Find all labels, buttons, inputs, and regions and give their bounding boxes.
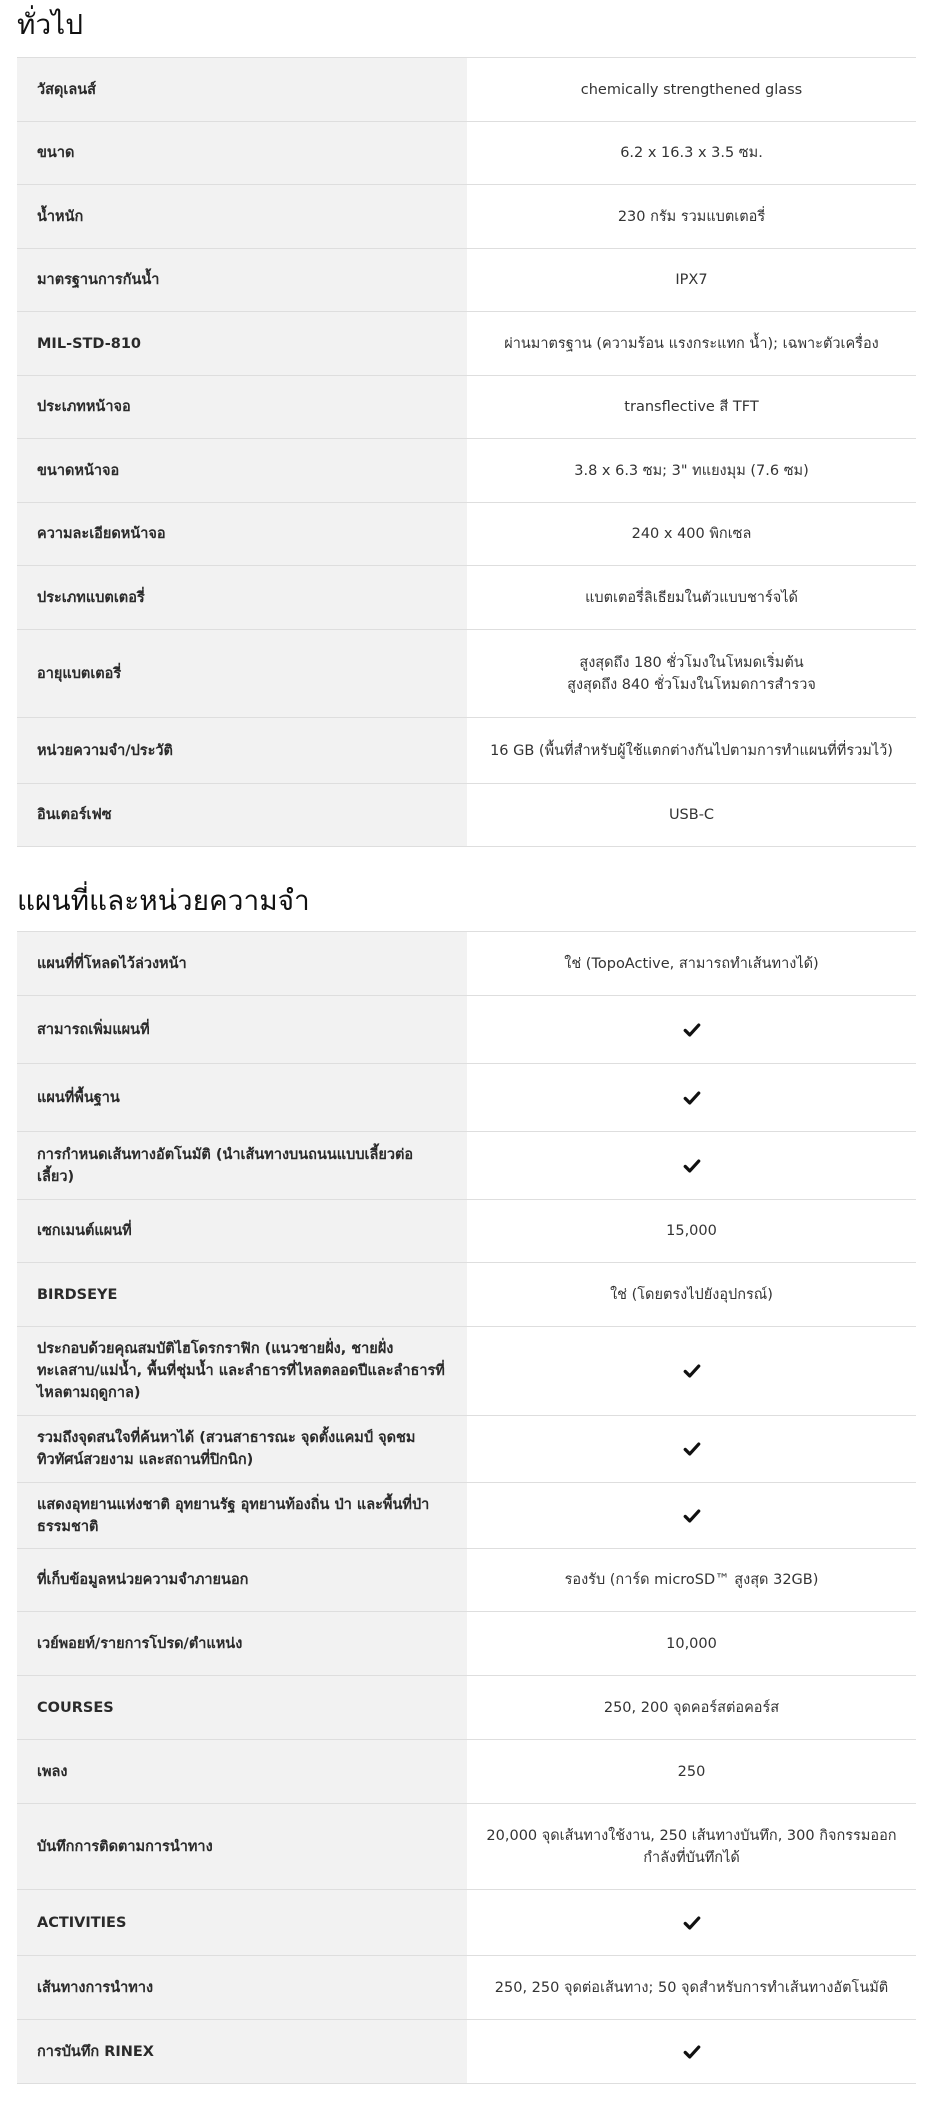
spec-label: แผนที่ที่โหลดไว้ล่วงหน้า: [17, 932, 467, 996]
spec-label: แสดงอุทยานแห่งชาติ อุทยานรัฐ อุทยานท้องถิ่น ป่า และพื้นที่ป่าธรรมชาติ: [17, 1483, 467, 1549]
spec-label: ขนาดหน้าจอ: [17, 439, 467, 503]
spec-value: 230 กรัม รวมแบตเตอรี่: [467, 185, 916, 249]
spec-value-line: สูงสุดถึง 180 ชั่วโมงในโหมดเริ่มต้น: [579, 654, 804, 671]
spec-value-line: สูงสุดถึง 840 ชั่วโมงในโหมดการสำรวจ: [567, 676, 816, 693]
spec-label: รวมถึงจุดสนใจที่ค้นหาได้ (สวนสาธารณะ จุดตั้งแคมป์ จุดชมทิวทัศน์สวยงาม และสถานที่ปิกนิก): [17, 1416, 467, 1483]
spec-label: แผนที่พื้นฐาน: [17, 1064, 467, 1132]
spec-label: ACTIVITIES: [17, 1890, 467, 1956]
spec-value: 250: [467, 1740, 916, 1804]
checkmark-icon: [683, 2043, 701, 2061]
spec-value-check: [467, 2020, 916, 2084]
spec-label: สามารถเพิ่มแผนที่: [17, 996, 467, 1064]
spec-row: [17, 1200, 916, 1263]
spec-row: [17, 503, 916, 566]
spec-row: [17, 1483, 916, 1549]
spec-value-check: [467, 1132, 916, 1200]
spec-value: USB-C: [467, 784, 916, 847]
spec-row: [17, 1327, 916, 1416]
spec-row: [17, 2020, 916, 2084]
spec-value: 250, 200 จุดคอร์สต่อคอร์ส: [467, 1676, 916, 1740]
spec-value-check: [467, 1416, 916, 1483]
spec-value: 6.2 x 16.3 x 3.5 ซม.: [467, 122, 916, 185]
spec-label: ประเภทแบตเตอรี่: [17, 566, 467, 630]
spec-label: เพลง: [17, 1740, 467, 1804]
spec-label: ที่เก็บข้อมูลหน่วยความจำภายนอก: [17, 1549, 467, 1612]
spec-value: 10,000: [467, 1612, 916, 1676]
spec-value: ใช่ (TopoActive, สามารถทำเส้นทางได้): [467, 932, 916, 996]
spec-row: [17, 932, 916, 996]
spec-row: [17, 718, 916, 784]
spec-row: [17, 439, 916, 503]
spec-row: [17, 1132, 916, 1200]
spec-label: MIL-STD-810: [17, 312, 467, 376]
spec-label: บันทึกการติดตามการนำทาง: [17, 1804, 467, 1890]
spec-value: 15,000: [467, 1200, 916, 1263]
spec-row: [17, 376, 916, 439]
spec-label: BIRDSEYE: [17, 1263, 467, 1327]
spec-value: chemically strengthened glass: [467, 58, 916, 122]
spec-value: ผ่านมาตรฐาน (ความร้อน แรงกระแทก น้ำ); เฉพาะตัวเครื่อง: [467, 312, 916, 376]
spec-row: [17, 630, 916, 718]
spec-value: 20,000 จุดเส้นทางใช้งาน, 250 เส้นทางบันทึก, 300 กิจกรรมออกกำลังที่บันทึกได้: [467, 1804, 916, 1890]
spec-value: [467, 630, 916, 718]
checkmark-icon: [683, 1089, 701, 1107]
spec-row: [17, 1612, 916, 1676]
spec-label: น้ำหนัก: [17, 185, 467, 249]
spec-value: transflective สี TFT: [467, 376, 916, 439]
spec-label: เส้นทางการนำทาง: [17, 1956, 467, 2020]
spec-value-check: [467, 1327, 916, 1416]
spec-value: แบตเตอรี่ลิเธียมในตัวแบบชาร์จได้: [467, 566, 916, 630]
spec-row: [17, 566, 916, 630]
spec-label: หน่วยความจำ/ประวัติ: [17, 718, 467, 784]
spec-row: [17, 185, 916, 249]
spec-value-check: [467, 1064, 916, 1132]
checkmark-icon: [683, 1914, 701, 1932]
spec-value-check: [467, 1890, 916, 1956]
spec-label: การบันทึก RINEX: [17, 2020, 467, 2084]
spec-label: อายุแบตเตอรี่: [17, 630, 467, 718]
spec-value-check: [467, 996, 916, 1064]
spec-label: ขนาด: [17, 122, 467, 185]
spec-value: 250, 250 จุดต่อเส้นทาง; 50 จุดสำหรับการทำเส้นทางอัตโนมัติ: [467, 1956, 916, 2020]
checkmark-icon: [683, 1507, 701, 1525]
spec-label: COURSES: [17, 1676, 467, 1740]
maps-spec-table: [17, 931, 916, 2084]
spec-label: มาตรฐานการกันน้ำ: [17, 249, 467, 312]
general-spec-table: [17, 57, 916, 847]
section-title-general: ทั่วไป: [17, 8, 84, 41]
spec-value: 16 GB (พื้นที่สำหรับผู้ใช้แตกต่างกันไปตามการทำแผนที่ที่รวมไว้): [467, 718, 916, 784]
spec-label: อินเตอร์เฟซ: [17, 784, 467, 847]
spec-value: 3.8 x 6.3 ซม; 3" ทแยงมุม (7.6 ซม): [467, 439, 916, 503]
spec-label: ความละเอียดหน้าจอ: [17, 503, 467, 566]
spec-row: [17, 312, 916, 376]
checkmark-icon: [683, 1021, 701, 1039]
spec-label: วัสดุเลนส์: [17, 58, 467, 122]
spec-value-check: [467, 1483, 916, 1549]
spec-row: [17, 1956, 916, 2020]
checkmark-icon: [683, 1362, 701, 1380]
checkmark-icon: [683, 1157, 701, 1175]
spec-row: [17, 1804, 916, 1890]
spec-row: [17, 784, 916, 847]
spec-value: 240 x 400 พิกเซล: [467, 503, 916, 566]
spec-row: [17, 1263, 916, 1327]
spec-label: เซกเมนต์แผนที่: [17, 1200, 467, 1263]
spec-value: ใช่ (โดยตรงไปยังอุปกรณ์): [467, 1263, 916, 1327]
spec-row: [17, 1890, 916, 1956]
spec-row: [17, 1549, 916, 1612]
spec-row: [17, 1064, 916, 1132]
spec-row: [17, 1416, 916, 1483]
spec-row: [17, 122, 916, 185]
spec-label: การกำหนดเส้นทางอัตโนมัติ (นำเส้นทางบนถนนแบบเลี้ยวต่อเลี้ยว): [17, 1132, 467, 1200]
spec-row: [17, 1740, 916, 1804]
spec-row: [17, 249, 916, 312]
spec-row: [17, 58, 916, 122]
spec-row: [17, 996, 916, 1064]
checkmark-icon: [683, 1440, 701, 1458]
spec-label: ประกอบด้วยคุณสมบัติไฮโดรกราฟิก (แนวชายฝั่ง, ชายฝั่งทะเลสาบ/แม่น้ำ, พื้นที่ชุ่มน้ำ และลำธารที่ไหลตลอดปีและลำธารที่ไหลตามฤดูกาล): [17, 1327, 467, 1416]
spec-value: รองรับ (การ์ด microSD™ สูงสุด 32GB): [467, 1549, 916, 1612]
spec-label: ประเภทหน้าจอ: [17, 376, 467, 439]
section-title-maps: แผนที่และหน่วยความจำ: [17, 884, 310, 917]
spec-row: [17, 1676, 916, 1740]
spec-value: IPX7: [467, 249, 916, 312]
spec-label: เวย์พอยท์/รายการโปรด/ตำแหน่ง: [17, 1612, 467, 1676]
